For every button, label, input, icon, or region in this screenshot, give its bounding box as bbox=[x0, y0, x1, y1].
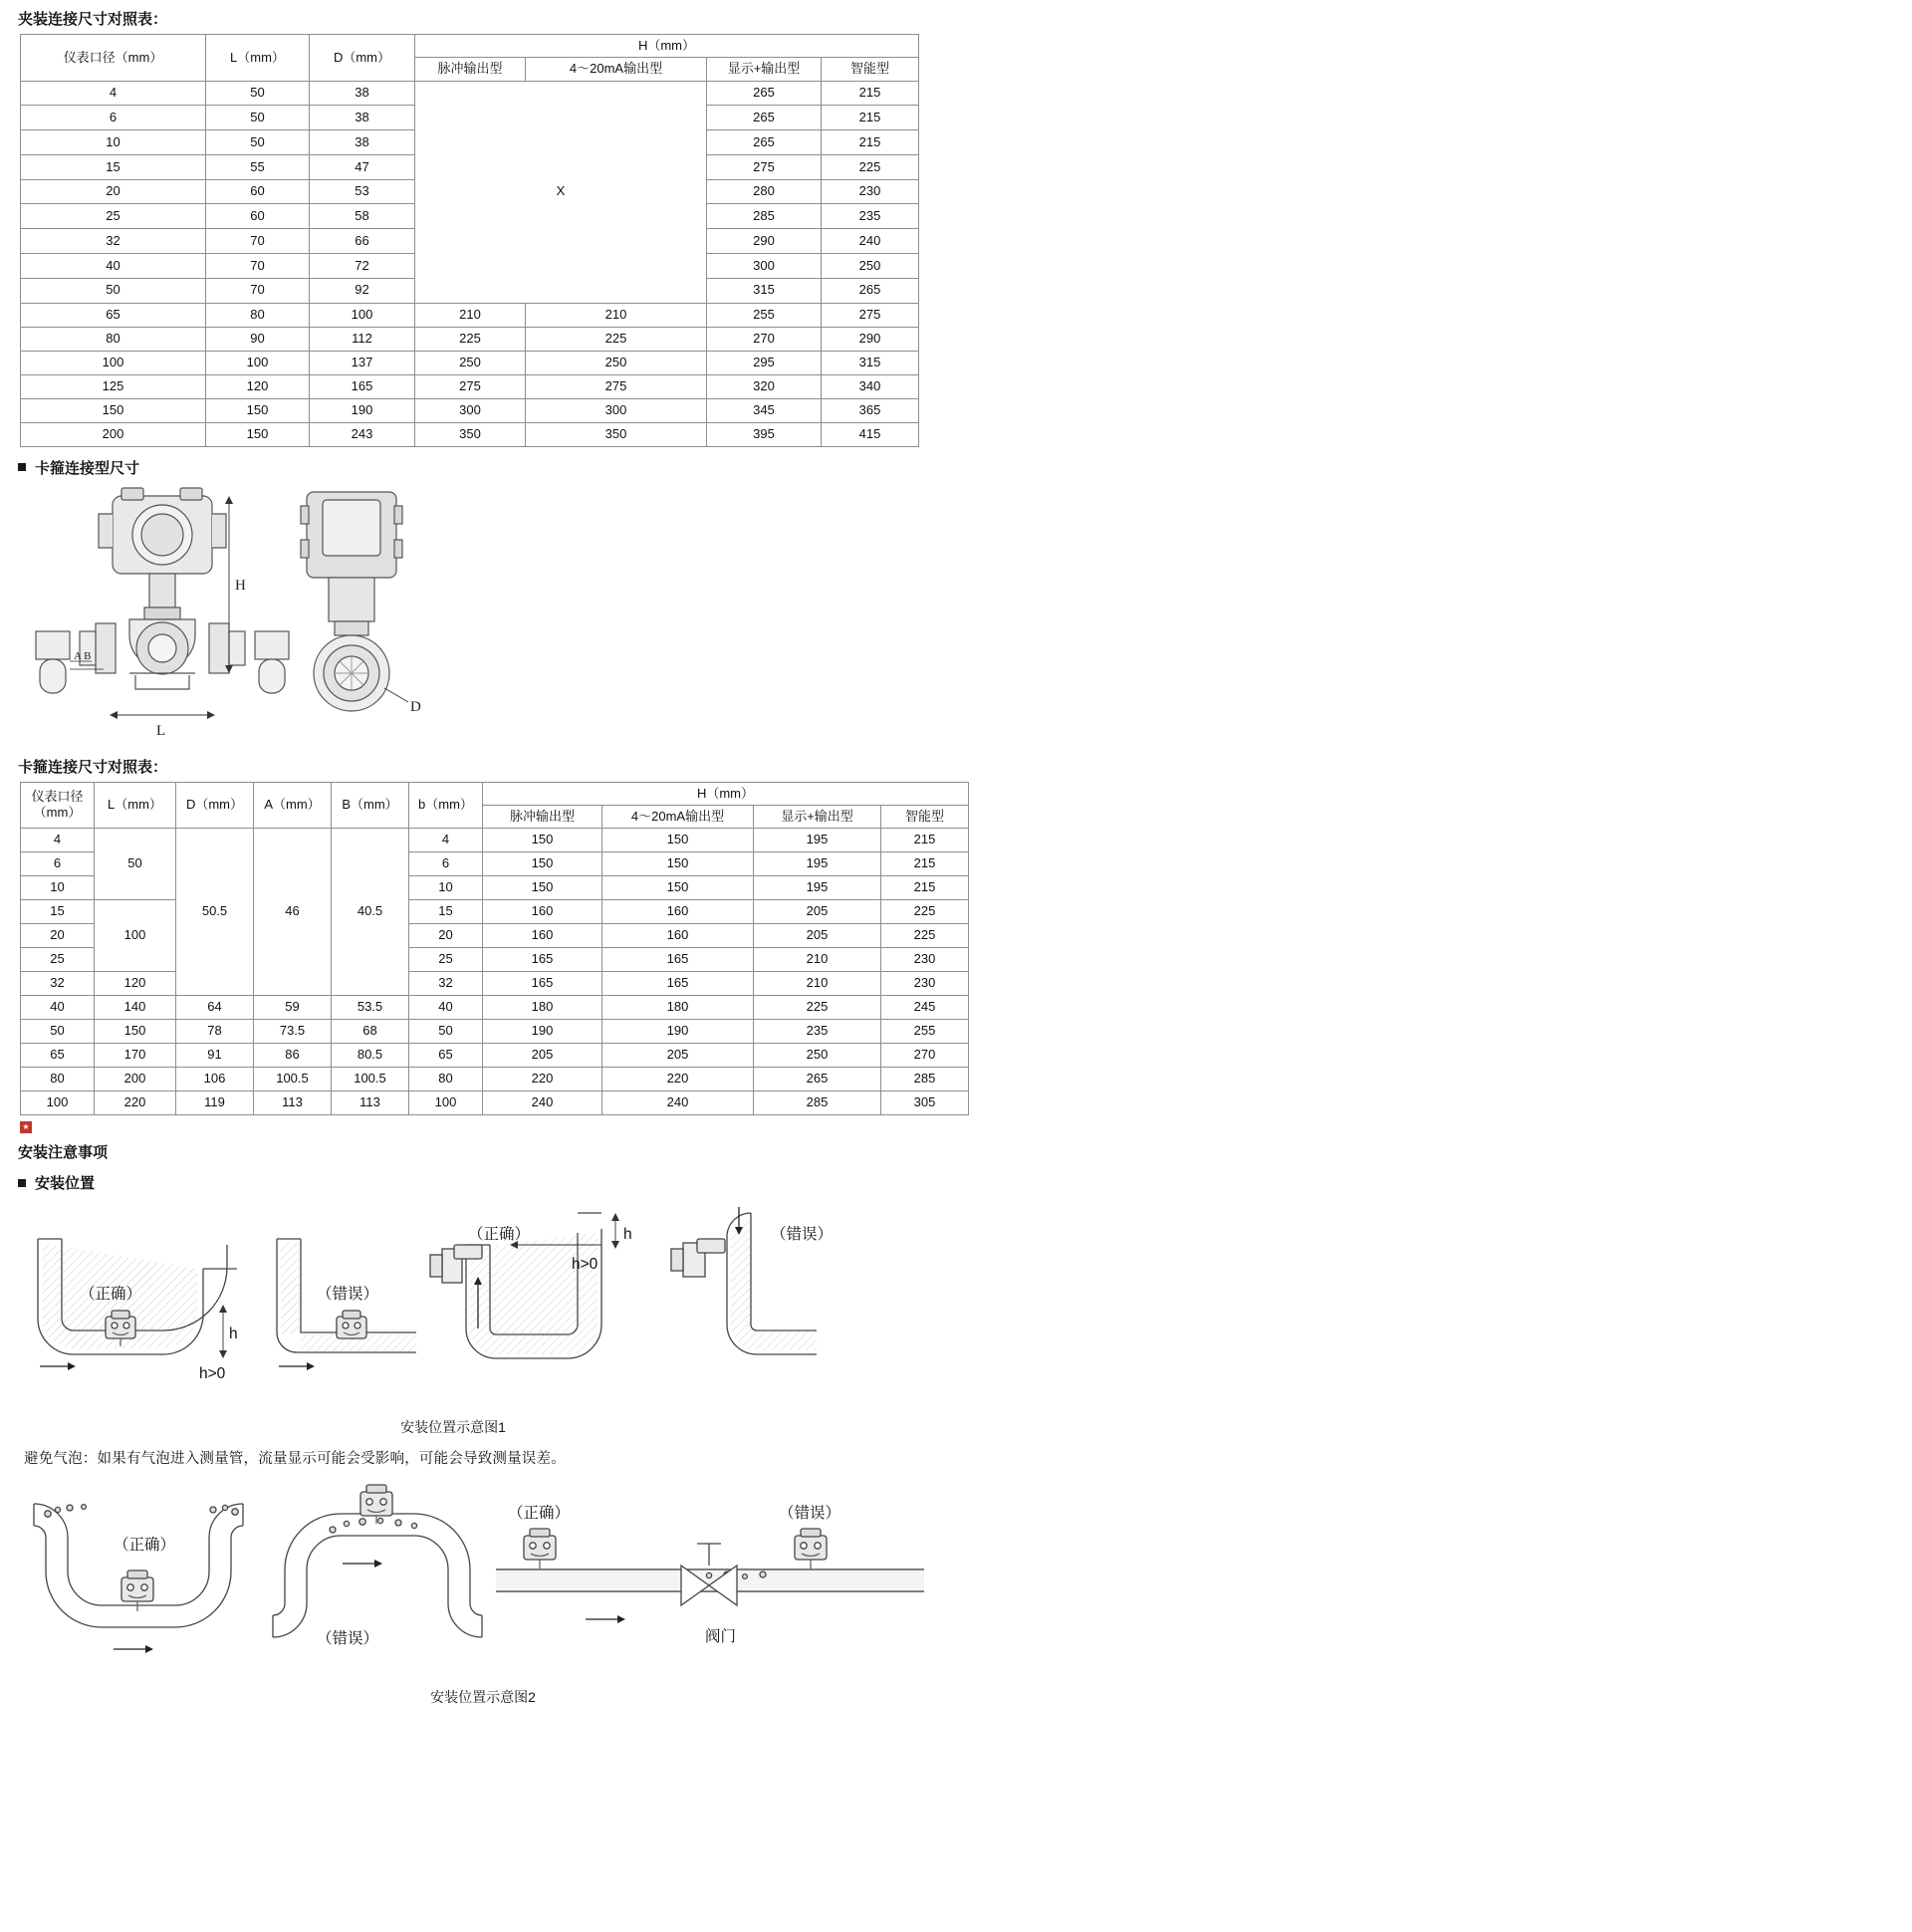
table-row bbox=[21, 398, 919, 422]
cell-d: 47 bbox=[310, 154, 415, 179]
cell-l: 70 bbox=[206, 253, 310, 278]
section4-subheading: 安装位置 bbox=[35, 1175, 96, 1192]
cell-l: 200 bbox=[95, 1068, 176, 1091]
table-row bbox=[21, 1044, 969, 1068]
cell-smart: 290 bbox=[822, 327, 919, 351]
cell-a: 86 bbox=[254, 1044, 332, 1068]
cell-smart: 275 bbox=[822, 303, 919, 327]
cell-bb: 65 bbox=[409, 1044, 483, 1068]
table-row bbox=[21, 1068, 969, 1091]
cell-l: 80 bbox=[206, 303, 310, 327]
cell-d: 112 bbox=[310, 327, 415, 351]
figure2-caption: 安装位置示意图2 bbox=[430, 1689, 536, 1705]
cell-bb: 100 bbox=[409, 1091, 483, 1115]
cell-b-merged: 40.5 bbox=[332, 829, 409, 996]
cell-display: 255 bbox=[707, 303, 822, 327]
cell-d: 38 bbox=[310, 130, 415, 155]
th-smart: 智能型 bbox=[822, 58, 919, 81]
table-row bbox=[21, 1091, 969, 1115]
cell-bb: 20 bbox=[409, 924, 483, 948]
cell-bb: 32 bbox=[409, 972, 483, 996]
cell-b: 53.5 bbox=[332, 996, 409, 1020]
label-correct-2: （正确） bbox=[468, 1226, 531, 1243]
th2-l: L（mm） bbox=[95, 782, 176, 829]
cell-bb: 50 bbox=[409, 1020, 483, 1044]
table-row bbox=[21, 996, 969, 1020]
cell-l: 120 bbox=[95, 972, 176, 996]
cell-dn: 50 bbox=[21, 278, 206, 303]
cell-display: 285 bbox=[754, 1091, 881, 1115]
table-row bbox=[21, 972, 969, 996]
cell-smart: 285 bbox=[881, 1068, 969, 1091]
cell-display: 265 bbox=[707, 106, 822, 130]
cell-ma: 190 bbox=[602, 1020, 754, 1044]
cell-display: 265 bbox=[707, 81, 822, 106]
install-position-figure-2 bbox=[18, 1474, 1912, 1683]
cell-d: 58 bbox=[310, 204, 415, 229]
cell-d: 119 bbox=[176, 1091, 254, 1115]
cell-l: 150 bbox=[206, 398, 310, 422]
cell-l: 55 bbox=[206, 154, 310, 179]
cell-bb: 40 bbox=[409, 996, 483, 1020]
section2-title: 卡箍连接型尺寸 bbox=[35, 459, 140, 477]
cell-l-merged: 100 bbox=[95, 900, 176, 972]
cell-smart: 215 bbox=[881, 829, 969, 852]
cell-pulse: 180 bbox=[483, 996, 602, 1020]
cell-display: 345 bbox=[707, 398, 822, 422]
th2-ma: 4～20mA输出型 bbox=[602, 805, 754, 828]
cell-bb: 80 bbox=[409, 1068, 483, 1091]
cell-dn: 125 bbox=[21, 374, 206, 398]
cell-ma: 250 bbox=[526, 351, 707, 374]
cell-d: 64 bbox=[176, 996, 254, 1020]
cell-ma: 300 bbox=[526, 398, 707, 422]
table-row bbox=[21, 374, 919, 398]
cell-pulse: 160 bbox=[483, 900, 602, 924]
cell-pulse: 350 bbox=[415, 422, 526, 446]
cell-display: 205 bbox=[754, 900, 881, 924]
cell-smart: 255 bbox=[881, 1020, 969, 1044]
cell-pulse: 160 bbox=[483, 924, 602, 948]
section2-title-row bbox=[18, 457, 1912, 478]
cell-pulse: 300 bbox=[415, 398, 526, 422]
cell-smart: 340 bbox=[822, 374, 919, 398]
th2-smart: 智能型 bbox=[881, 805, 969, 828]
cell-display: 225 bbox=[754, 996, 881, 1020]
clamp-type-drawing-figure bbox=[18, 484, 1912, 748]
cell-d: 78 bbox=[176, 1020, 254, 1044]
cell-smart: 215 bbox=[881, 876, 969, 900]
cell-b: 100.5 bbox=[332, 1068, 409, 1091]
cell-dn: 65 bbox=[21, 1044, 95, 1068]
cell-smart: 415 bbox=[822, 422, 919, 446]
cell-display: 395 bbox=[707, 422, 822, 446]
table-row bbox=[21, 327, 919, 351]
cell-dn: 15 bbox=[21, 154, 206, 179]
table-row bbox=[21, 1020, 969, 1044]
th-h-group: H（mm） bbox=[415, 35, 919, 58]
cell-display: 265 bbox=[707, 130, 822, 155]
cell-l: 150 bbox=[95, 1020, 176, 1044]
cell-display: 285 bbox=[707, 204, 822, 229]
cell-pulse: 210 bbox=[415, 303, 526, 327]
cell-pulse: 240 bbox=[483, 1091, 602, 1115]
cell-ma: 165 bbox=[602, 948, 754, 972]
cell-d: 137 bbox=[310, 351, 415, 374]
section3-title: 卡箍连接尺寸对照表： bbox=[18, 758, 168, 776]
cell-pulse: 220 bbox=[483, 1068, 602, 1091]
cell-display: 275 bbox=[707, 154, 822, 179]
th-d: D（mm） bbox=[310, 35, 415, 82]
cell-display: 265 bbox=[754, 1068, 881, 1091]
cell-l: 90 bbox=[206, 327, 310, 351]
cell-pulse: 150 bbox=[483, 829, 602, 852]
cell-d: 91 bbox=[176, 1044, 254, 1068]
cell-d: 38 bbox=[310, 81, 415, 106]
label-ab: A B bbox=[74, 649, 92, 662]
cell-ma: 240 bbox=[602, 1091, 754, 1115]
cell-bb: 25 bbox=[409, 948, 483, 972]
cell-display: 250 bbox=[754, 1044, 881, 1068]
label-h-1: h bbox=[229, 1326, 238, 1342]
cell-ma: 160 bbox=[602, 924, 754, 948]
figure2-caption-wrap bbox=[20, 1687, 946, 1707]
cell-dn: 80 bbox=[21, 1068, 95, 1091]
section4-subheading-row bbox=[18, 1172, 1912, 1193]
cell-b: 80.5 bbox=[332, 1044, 409, 1068]
cell-smart: 230 bbox=[881, 972, 969, 996]
cell-smart: 230 bbox=[822, 179, 919, 204]
cell-a: 113 bbox=[254, 1091, 332, 1115]
label-correct-3: （正确） bbox=[114, 1537, 176, 1554]
cell-dn: 20 bbox=[21, 179, 206, 204]
cell-ma: 150 bbox=[602, 876, 754, 900]
cell-b: 113 bbox=[332, 1091, 409, 1115]
clamp-mount-dimension-table bbox=[20, 34, 919, 447]
cell-l: 70 bbox=[206, 278, 310, 303]
cell-d: 66 bbox=[310, 229, 415, 254]
cell-smart: 365 bbox=[822, 398, 919, 422]
label-wrong-3: （错误） bbox=[317, 1630, 379, 1647]
label-h-2: h bbox=[623, 1226, 632, 1243]
label-d: D bbox=[410, 698, 421, 715]
cell-dn: 32 bbox=[21, 229, 206, 254]
cell-dn: 150 bbox=[21, 398, 206, 422]
label-valve: 阀门 bbox=[705, 1628, 737, 1645]
th-pulse: 脉冲输出型 bbox=[415, 58, 526, 81]
cell-b: 68 bbox=[332, 1020, 409, 1044]
cell-d: 165 bbox=[310, 374, 415, 398]
install-position-figure-1 bbox=[18, 1199, 1912, 1413]
th-l: L（mm） bbox=[206, 35, 310, 82]
cell-pulse: 225 bbox=[415, 327, 526, 351]
cell-ma: 180 bbox=[602, 996, 754, 1020]
cell-smart: 270 bbox=[881, 1044, 969, 1068]
cell-l: 50 bbox=[206, 106, 310, 130]
cell-l-merged: 50 bbox=[95, 829, 176, 900]
cell-a-merged: 46 bbox=[254, 829, 332, 996]
label-l: L bbox=[156, 722, 166, 739]
cell-l: 50 bbox=[206, 130, 310, 155]
cell-d-merged: 50.5 bbox=[176, 829, 254, 996]
cell-display: 270 bbox=[707, 327, 822, 351]
cell-l: 140 bbox=[95, 996, 176, 1020]
cell-smart: 265 bbox=[822, 278, 919, 303]
cell-display: 280 bbox=[707, 179, 822, 204]
th2-d: D（mm） bbox=[176, 782, 254, 829]
cell-ma: 205 bbox=[602, 1044, 754, 1068]
label-wrong-2: （错误） bbox=[771, 1226, 834, 1243]
cell-ma: 220 bbox=[602, 1068, 754, 1091]
label-h: H bbox=[235, 577, 246, 594]
cell-dn: 15 bbox=[21, 900, 95, 924]
cell-pulse: 275 bbox=[415, 374, 526, 398]
cell-l: 220 bbox=[95, 1091, 176, 1115]
table-row bbox=[21, 351, 919, 374]
table-row bbox=[21, 81, 919, 106]
cell-l: 150 bbox=[206, 422, 310, 446]
cell-bb: 15 bbox=[409, 900, 483, 924]
cell-dn: 20 bbox=[21, 924, 95, 948]
cell-smart: 240 bbox=[822, 229, 919, 254]
cell-d: 243 bbox=[310, 422, 415, 446]
cell-dn: 80 bbox=[21, 327, 206, 351]
label-h-gt-2: h>0 bbox=[572, 1256, 598, 1273]
cell-smart: 305 bbox=[881, 1091, 969, 1115]
cell-dn: 4 bbox=[21, 829, 95, 852]
cell-pulse: 150 bbox=[483, 876, 602, 900]
red-marker-icon: ★ bbox=[20, 1121, 32, 1133]
cell-dn: 32 bbox=[21, 972, 95, 996]
cell-pulse: 190 bbox=[483, 1020, 602, 1044]
label-correct-1: （正确） bbox=[80, 1286, 142, 1303]
cell-pulse: 205 bbox=[483, 1044, 602, 1068]
document-page bbox=[0, 8, 1912, 1932]
th2-b: B（mm） bbox=[332, 782, 409, 829]
cell-dn: 6 bbox=[21, 106, 206, 130]
cell-dn: 50 bbox=[21, 1020, 95, 1044]
cell-display: 300 bbox=[707, 253, 822, 278]
label-wrong-4: （错误） bbox=[779, 1505, 841, 1522]
cell-display: 290 bbox=[707, 229, 822, 254]
cell-dn: 10 bbox=[21, 876, 95, 900]
cell-dn: 10 bbox=[21, 130, 206, 155]
th2-h-group: H（mm） bbox=[483, 782, 969, 805]
install-position-svg-2 bbox=[18, 1474, 944, 1683]
cell-smart: 250 bbox=[822, 253, 919, 278]
cell-dn: 200 bbox=[21, 422, 206, 446]
cell-l: 50 bbox=[206, 81, 310, 106]
cell-ma: 150 bbox=[602, 852, 754, 876]
cell-smart: 215 bbox=[822, 106, 919, 130]
cell-ma: 225 bbox=[526, 327, 707, 351]
label-wrong-1: （错误） bbox=[317, 1286, 379, 1303]
cell-ma: 275 bbox=[526, 374, 707, 398]
cell-display: 295 bbox=[707, 351, 822, 374]
cell-a: 100.5 bbox=[254, 1068, 332, 1091]
cell-l: 100 bbox=[206, 351, 310, 374]
cell-l: 70 bbox=[206, 229, 310, 254]
cell-pulse: 165 bbox=[483, 948, 602, 972]
bubble-note: 避免气泡：如果有气泡进入测量管，流量显示可能会受影响，可能会导致测量误差。 bbox=[24, 1451, 566, 1467]
cell-pulse: 250 bbox=[415, 351, 526, 374]
cell-d: 72 bbox=[310, 253, 415, 278]
cell-dn: 100 bbox=[21, 351, 206, 374]
cell-x-merged: X bbox=[415, 81, 707, 303]
figure1-caption-wrap bbox=[20, 1417, 886, 1437]
cell-display: 210 bbox=[754, 948, 881, 972]
cell-d: 106 bbox=[176, 1068, 254, 1091]
cell-smart: 225 bbox=[881, 924, 969, 948]
cell-ma: 160 bbox=[602, 900, 754, 924]
table-row bbox=[21, 303, 919, 327]
cell-d: 92 bbox=[310, 278, 415, 303]
th-display: 显示+输出型 bbox=[707, 58, 822, 81]
th2-dn: 仪表口径（mm） bbox=[21, 782, 95, 829]
cell-l: 60 bbox=[206, 204, 310, 229]
cell-d: 53 bbox=[310, 179, 415, 204]
cell-bb: 10 bbox=[409, 876, 483, 900]
cell-display: 315 bbox=[707, 278, 822, 303]
ferrule-connection-dimension-table bbox=[20, 782, 969, 1116]
th2-bb: b（mm） bbox=[409, 782, 483, 829]
th2-pulse: 脉冲输出型 bbox=[483, 805, 602, 828]
label-h-gt-1: h>0 bbox=[199, 1365, 226, 1382]
cell-dn: 100 bbox=[21, 1091, 95, 1115]
cell-d: 100 bbox=[310, 303, 415, 327]
cell-display: 205 bbox=[754, 924, 881, 948]
cell-pulse: 165 bbox=[483, 972, 602, 996]
label-correct-4: （正确） bbox=[508, 1505, 571, 1522]
cell-dn: 40 bbox=[21, 996, 95, 1020]
cell-smart: 215 bbox=[822, 81, 919, 106]
cell-bb: 4 bbox=[409, 829, 483, 852]
clamp-type-drawing-svg bbox=[18, 484, 486, 748]
cell-ma: 210 bbox=[526, 303, 707, 327]
cell-smart: 225 bbox=[822, 154, 919, 179]
cell-display: 210 bbox=[754, 972, 881, 996]
table-row bbox=[21, 829, 969, 852]
cell-dn: 25 bbox=[21, 204, 206, 229]
cell-pulse: 150 bbox=[483, 852, 602, 876]
cell-display: 320 bbox=[707, 374, 822, 398]
section4-heading: 安装注意事项 bbox=[18, 1144, 109, 1161]
cell-ma: 150 bbox=[602, 829, 754, 852]
cell-smart: 245 bbox=[881, 996, 969, 1020]
th2-a: A（mm） bbox=[254, 782, 332, 829]
table-row bbox=[21, 422, 919, 446]
cell-l: 170 bbox=[95, 1044, 176, 1068]
cell-a: 59 bbox=[254, 996, 332, 1020]
cell-a: 73.5 bbox=[254, 1020, 332, 1044]
cell-dn: 65 bbox=[21, 303, 206, 327]
cell-d: 38 bbox=[310, 106, 415, 130]
cell-bb: 6 bbox=[409, 852, 483, 876]
section1-title: 夹装连接尺寸对照表： bbox=[18, 11, 168, 28]
cell-l: 120 bbox=[206, 374, 310, 398]
square-bullet-icon bbox=[18, 1179, 26, 1187]
cell-smart: 315 bbox=[822, 351, 919, 374]
cell-smart: 215 bbox=[881, 852, 969, 876]
cell-l: 60 bbox=[206, 179, 310, 204]
cell-display: 235 bbox=[754, 1020, 881, 1044]
th-ma: 4～20mA输出型 bbox=[526, 58, 707, 81]
cell-ma: 165 bbox=[602, 972, 754, 996]
table-row bbox=[21, 900, 969, 924]
cell-dn: 4 bbox=[21, 81, 206, 106]
th-dn: 仪表口径（mm） bbox=[21, 35, 206, 82]
figure1-caption: 安装位置示意图1 bbox=[400, 1419, 506, 1435]
cell-dn: 40 bbox=[21, 253, 206, 278]
cell-dn: 6 bbox=[21, 852, 95, 876]
install-position-svg-1 bbox=[18, 1199, 894, 1413]
cell-dn: 25 bbox=[21, 948, 95, 972]
cell-smart: 235 bbox=[822, 204, 919, 229]
cell-display: 195 bbox=[754, 829, 881, 852]
cell-smart: 230 bbox=[881, 948, 969, 972]
cell-smart: 225 bbox=[881, 900, 969, 924]
cell-d: 190 bbox=[310, 398, 415, 422]
cell-display: 195 bbox=[754, 852, 881, 876]
cell-ma: 350 bbox=[526, 422, 707, 446]
square-bullet-icon bbox=[18, 463, 26, 471]
th2-display: 显示+输出型 bbox=[754, 805, 881, 828]
cell-display: 195 bbox=[754, 876, 881, 900]
cell-smart: 215 bbox=[822, 130, 919, 155]
